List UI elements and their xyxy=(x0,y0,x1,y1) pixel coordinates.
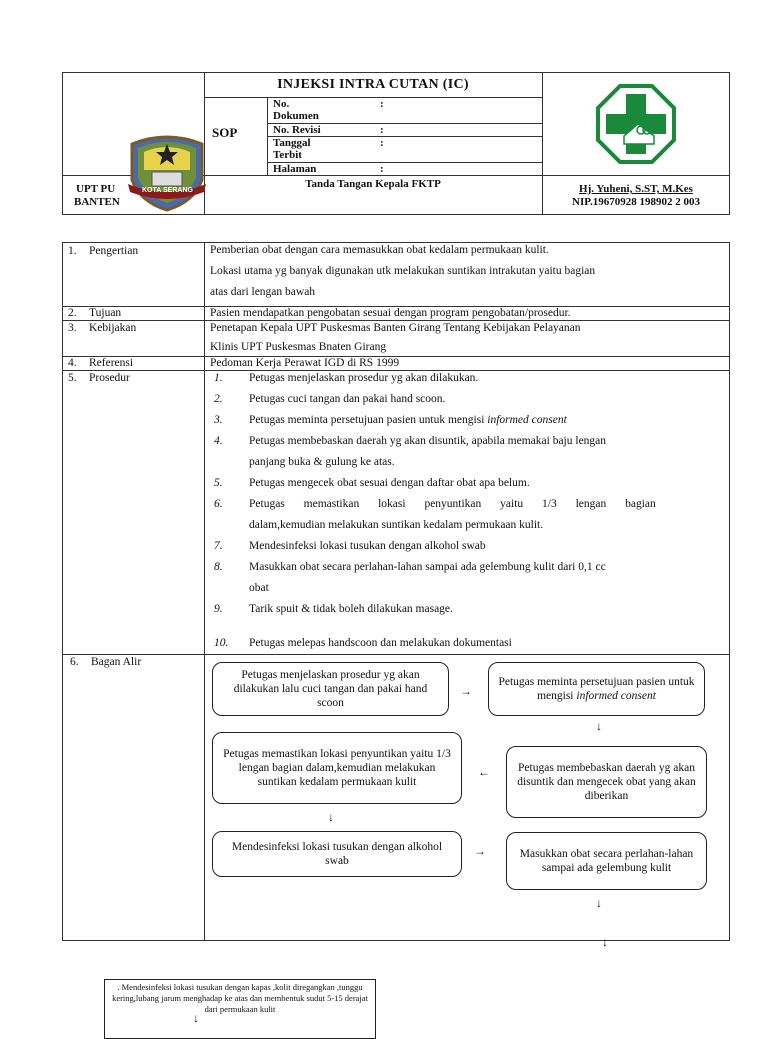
arrow-down-icon: ↓ xyxy=(596,719,602,733)
signature-label: Tanda Tangan Kepala FKTP xyxy=(305,178,441,190)
step-6-num: 6. xyxy=(214,498,223,510)
pengertian-text-1: Pemberian obat dengan cara memasukkan obat kedalam permukaan kulit. xyxy=(210,244,549,256)
flow-box-3: Petugas membebaskan daerah yg akan disuntik dan mengecek obat yang akan diberikan xyxy=(506,746,707,818)
step-5-text: Petugas mengecek obat sesuai dengan daftar obat apa belum. xyxy=(249,477,530,489)
arrow-down-icon: ↓ xyxy=(193,1011,199,1025)
arrow-down-icon: ↓ xyxy=(328,810,334,824)
referensi-text: Pedoman Kerja Perawat IGD di RS 1999 xyxy=(210,357,400,369)
kebijakan-text-2: Klinis UPT Puskesmas Bnaten Girang xyxy=(210,341,387,353)
step-10-text: Petugas melepas handscoon dan melakukan dokumentasi xyxy=(249,637,512,649)
field-halaman: Halaman xyxy=(273,163,317,175)
arrow-down-icon: ↓ xyxy=(602,935,608,949)
step-8-text-2: obat xyxy=(249,582,269,594)
puskesmas-logo-icon xyxy=(596,84,676,169)
step-4-text: Petugas membebaskan daerah yg akan disuntik, apabila memakai baju lengan xyxy=(249,435,607,447)
flow-box-2 xyxy=(488,662,705,716)
arrow-left-icon: ← xyxy=(478,765,490,779)
pengertian-text-3: atas dari lengan bawah xyxy=(210,286,316,298)
left-footer-1: UPT PU xyxy=(76,183,116,195)
flow-box-6: Masukkan obat secara perlahan-lahan sampai ada gelembung kulit xyxy=(506,832,707,890)
field-halaman-sep: : xyxy=(380,163,384,175)
row-bagan-label: Bagan Alir xyxy=(91,656,142,668)
step-4-num: 4. xyxy=(214,435,223,447)
field-no-revisi: No. Revisi xyxy=(273,124,321,136)
step-8-num: 8. xyxy=(214,561,223,573)
arrow-right-icon: → xyxy=(474,844,486,858)
step-4-text-2: panjang buka & gulung ke atas. xyxy=(249,456,395,468)
step-3-italic: informed consent xyxy=(487,414,567,426)
arrow-right-icon: → xyxy=(460,684,472,698)
row-bagan-num: 6. xyxy=(70,656,79,668)
step-8-text: Masukkan obat secara perlahan-lahan sampai ada gelembung kulit dari 0,1 cc xyxy=(249,561,606,573)
crest-text: KOTA SERANG xyxy=(142,187,193,194)
row-prosedur-label: Prosedur xyxy=(89,372,130,384)
step-10-num: 10. xyxy=(214,637,229,649)
signer-nip: NIP.19670928 198902 2 003 xyxy=(572,196,700,208)
continuation-box xyxy=(104,979,376,1039)
arrow-down-icon: ↓ xyxy=(596,896,602,910)
step-2-num: 2. xyxy=(214,393,223,405)
field-no-revisi-sep: : xyxy=(380,124,384,136)
step-9-text: Tarik spuit & tidak boleh dilakukan masage. xyxy=(249,603,453,615)
step-7-text: Mendesinfeksi lokasi tusukan dengan alkohol swab xyxy=(249,540,486,552)
step-3-num: 3. xyxy=(214,414,223,426)
flow-box-4: Petugas memastikan lokasi penyuntikan yaitu 1/3 lengan bagian dalam,kemudian melakukan suntikan kedalam permukaan kulit xyxy=(212,732,462,804)
step-3-plain: Petugas meminta persetujuan pasien untuk mengisi xyxy=(249,414,488,426)
kebijakan-text-1: Penetapan Kepala UPT Puskesmas Banten Girang Tentang Kebijakan Pelayanan xyxy=(210,322,581,334)
step-1-text: Petugas menjelaskan prosedur yg akan dilakukan. xyxy=(249,372,479,384)
step-5-num: 5. xyxy=(214,477,223,489)
step-6-text-2: dalam,kemudian melakukan suntikan kedalam permukaan kulit. xyxy=(249,519,544,531)
step-9-num: 9. xyxy=(214,603,223,615)
row-tujuan-num: 2. xyxy=(68,307,77,319)
row-pengertian-num: 1. xyxy=(68,245,77,257)
field-tanggal-terbit: Tanggal Terbit xyxy=(273,137,311,161)
row-pengertian-label: Pengertian xyxy=(89,245,139,257)
field-tanggal-terbit-sep: : xyxy=(380,137,384,149)
step-3-text xyxy=(249,410,567,431)
pengertian-text-2: Lokasi utama yg banyak digunakan utk melakukan suntikan intrakutan yaitu bagian xyxy=(210,265,596,277)
flow-box-5: Mendesinfeksi lokasi tusukan dengan alkohol swab xyxy=(212,831,462,877)
flow-box-1: Petugas menjelaskan prosedur yg akan dilakukan lalu cuci tangan dan pakai hand scoon xyxy=(212,662,449,716)
row-referensi-num: 4. xyxy=(68,357,77,369)
sop-label: SOP xyxy=(212,125,238,140)
row-referensi-label: Referensi xyxy=(89,357,134,369)
row-kebijakan-label: Kebijakan xyxy=(89,322,137,334)
left-footer-2: BANTEN xyxy=(74,196,120,208)
flow-box-2-italic: informed consent xyxy=(576,690,656,702)
kota-serang-crest-icon xyxy=(124,130,210,214)
flow-box-2-plain: Petugas meminta persetujuan pasien untuk mengisi xyxy=(498,676,695,702)
step-7-num: 7. xyxy=(214,540,223,552)
field-no-dokumen-sep: : xyxy=(380,98,384,110)
flow-box-2-text xyxy=(497,675,696,703)
field-no-dokumen: No. Dokumen xyxy=(273,98,319,122)
signer-name: Hj. Yuheni, S.ST, M.Kes xyxy=(579,183,693,195)
step-6-text: Petugas memastikan lokasi penyuntikan yaitu 1/3 lengan bagian xyxy=(249,498,656,510)
step-2-text: Petugas cuci tangan dan pakai hand scoon. xyxy=(249,393,446,405)
tujuan-text: Pasien mendapatkan pengobatan sesuai dengan program pengobatan/prosedur. xyxy=(210,307,571,319)
continuation-text: . Mendesinfeksi lokasi tusukan dengan kapas ,kolit diregangkan ,tunggu kering,lubang jarum menghadap ke atas dan membentuk sudut 5-15 derajat dari permukaan kulit xyxy=(112,982,368,1014)
step-1-num: 1. xyxy=(214,372,223,384)
row-prosedur-num: 5. xyxy=(68,372,77,384)
document-title: INJEKSI INTRA CUTAN (IC) xyxy=(277,77,469,92)
row-tujuan-label: Tujuan xyxy=(89,307,122,319)
row-kebijakan-num: 3. xyxy=(68,322,77,334)
